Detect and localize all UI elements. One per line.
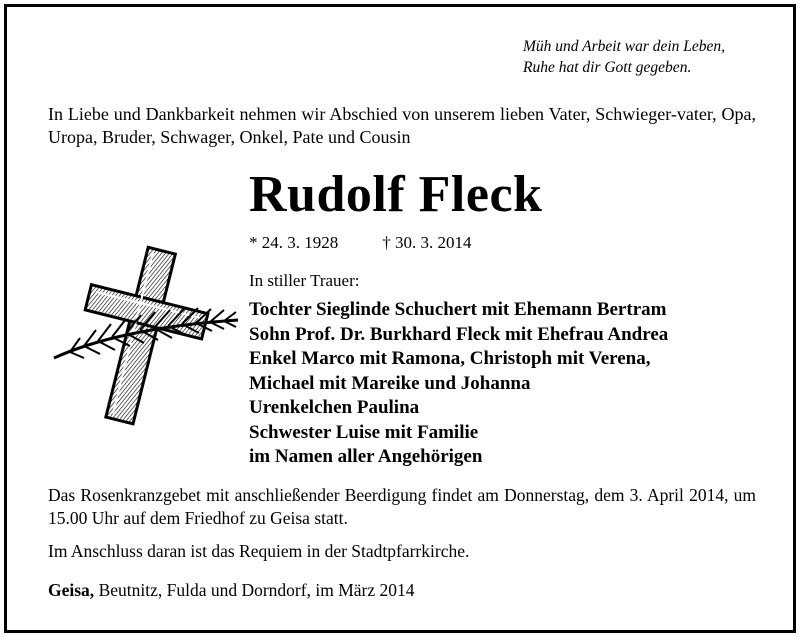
- motto: [523, 36, 725, 78]
- cross-icon: [40, 238, 240, 438]
- mourning-heading: In stiller Trauer:: [249, 271, 360, 290]
- place-city: Geisa,: [48, 580, 95, 600]
- birth-date: * 24. 3. 1928: [249, 233, 339, 252]
- mourner-line: Sohn Prof. Dr. Burkhard Fleck mit Ehefrau Andrea: [249, 323, 669, 345]
- rosary-notice: Das Rosenkranzgebet mit anschließender Beerdigung findet am Donnerstag, dem 3. April 2014, um 15.00 Uhr auf dem Friedhof zu Geisa statt.: [48, 485, 756, 528]
- place-rest: Beutnitz, Fulda und Dorndorf, im März 2014: [94, 580, 415, 600]
- mourner-line: Schwester Luise mit Familie: [249, 421, 479, 443]
- life-dates: [249, 232, 472, 254]
- motto-line-2: Ruhe hat dir Gott gegeben.: [523, 59, 692, 76]
- mourner-line: Michael mit Mareike und Johanna: [249, 372, 531, 394]
- motto-line-1: Müh und Arbeit war dein Leben,: [523, 38, 726, 55]
- mourner-line: Urenkelchen Paulina: [249, 397, 420, 418]
- death-date: † 30. 3. 2014: [382, 233, 472, 252]
- mourner-line: Tochter Sieglinde Schuchert mit Ehemann Bertram: [249, 299, 667, 320]
- mourners-list: [249, 298, 668, 470]
- deceased-name: Rudolf Fleck: [249, 166, 543, 223]
- intro-text: In Liebe und Dankbarkeit nehmen wir Abschied von unserem lieben Vater, Schwieger-vater, Opa, Uropa, Bruder, Schwager, Onkel, Pate und Cousin: [48, 104, 756, 147]
- mourner-line: im Namen aller Angehörigen: [249, 446, 483, 467]
- requiem-notice: Im Anschluss daran ist das Requiem in der Stadtpfarrkirche.: [48, 541, 470, 561]
- mourner-line: Enkel Marco mit Ramona, Christoph mit Verena,: [249, 348, 651, 369]
- place-date-line: [48, 579, 415, 602]
